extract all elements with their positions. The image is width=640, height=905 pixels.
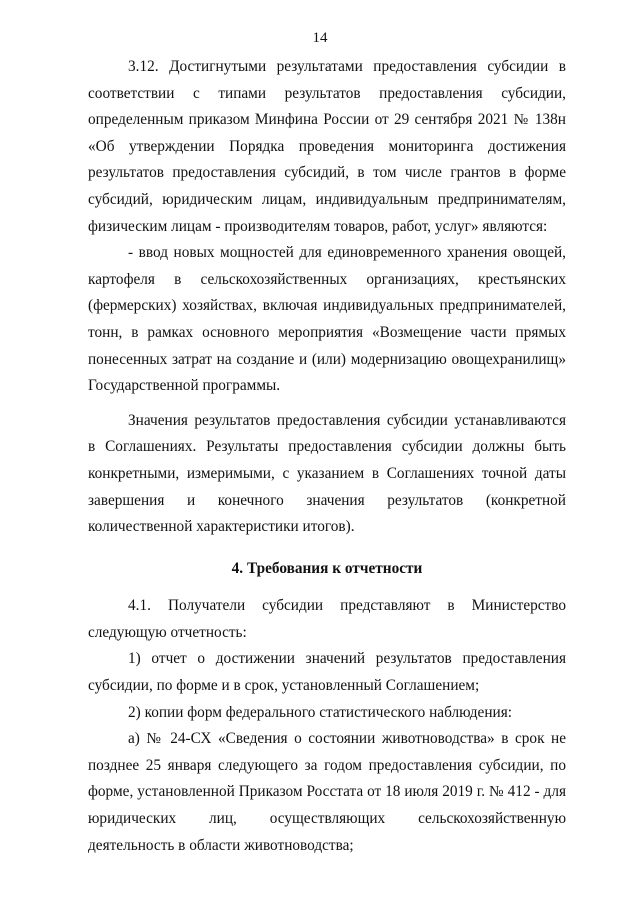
page-number: 14 <box>312 30 328 46</box>
list-item-2a: а) № 24-СХ «Сведения о состоянии животноводства» в срок не позднее 25 января следующего за годом предоставления субсидии, по форме, установленной Приказом Росстата от 18 июля 2019 г. № 412 - для юридических лиц, осуществляющих сельскохозяйственную деятельность в области животноводства; <box>88 730 566 854</box>
paragraph-4-1: 4.1. Получатели субсидии представляют в Министерство следующую отчетность: <box>88 597 566 641</box>
document-body <box>88 54 566 859</box>
paragraph-bullet-capacity: - ввод новых мощностей для единовременного хранения овощей, картофеля в сельскохозяйственных организациях, крестьянских (фермерских) хозяйствах, включая индивидуальных предпринимателей, тонн, в рамках основного мероприятия «Возмещение части прямых понесенных затрат на создание и (или) модернизацию овощехранилищ» Государственной программы. <box>88 244 566 395</box>
paragraph-results-values: Значения результатов предоставления субсидии устанавливаются в Соглашениях. Результаты предоставления субсидии должны быть конкретными, измеримыми, с указанием в Соглашениях точной даты завершения и конечного значения результатов (конкретной количественной характеристики итогов). <box>88 411 566 536</box>
list-item-1: 1) отчет о достижении значений результатов предоставления субсидии, по форме и в срок, установленный Соглашением; <box>88 650 566 695</box>
section-4-heading: 4. Требования к отчетности <box>231 559 423 577</box>
paragraph-3-12: 3.12. Достигнутыми результатами предоставления субсидии в соответствии с типами результатов предоставления субсидии, определенным приказом Минфина России от 29 сентября 2021 № 138н «Об утверждении Порядка проведения мониторинга достижения результатов предоставления субсидий, в том числе грантов в форме субсидий, юридическим лицам, индивидуальным предпринимателям, физическим лицам - производителям товаров, работ, услуг» являются: <box>88 58 566 235</box>
list-item-2: 2) копии форм федерального статистического наблюдения: <box>128 703 512 721</box>
